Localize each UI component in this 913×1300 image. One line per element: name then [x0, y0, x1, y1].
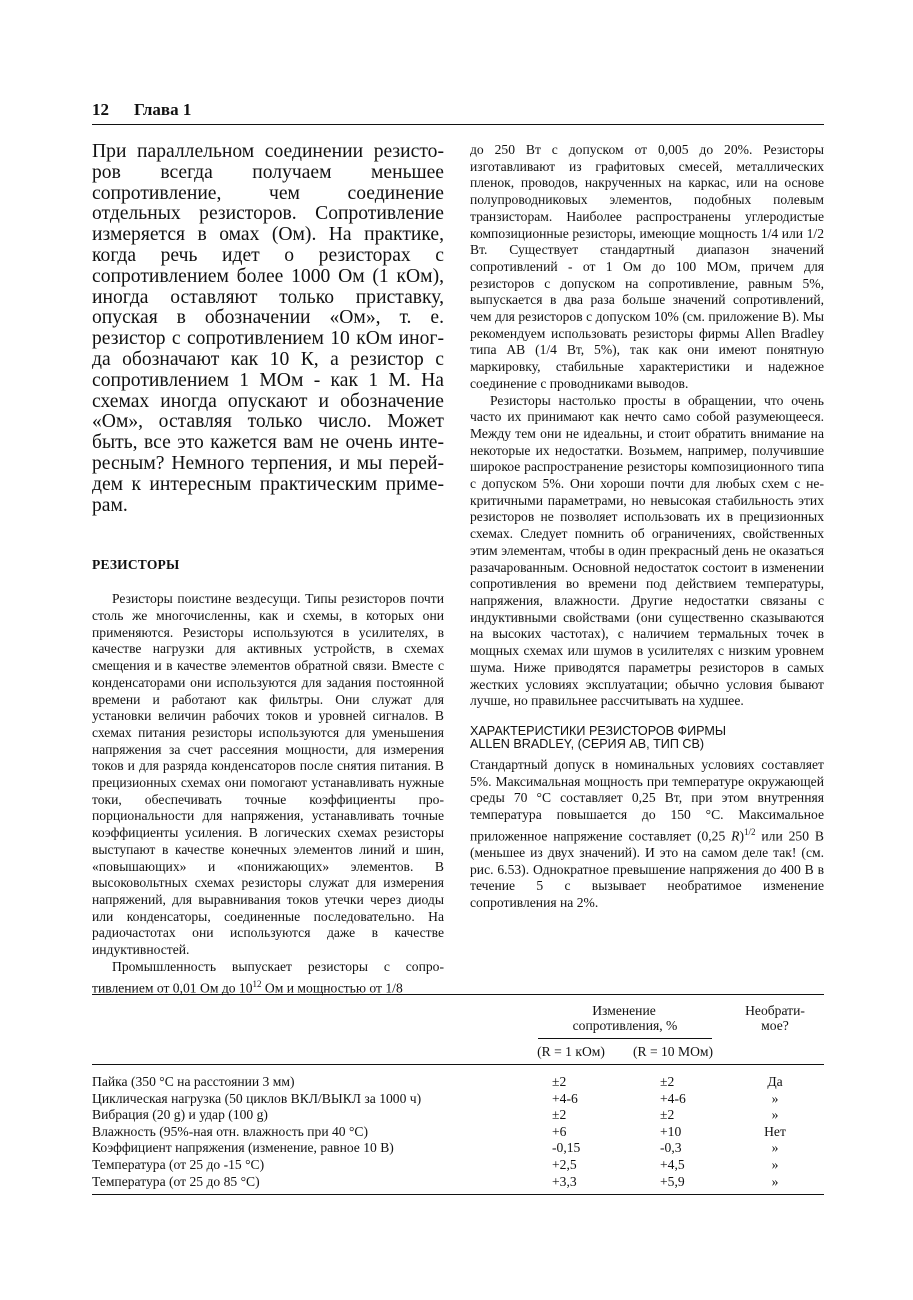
right-column [470, 142, 824, 912]
page-header [92, 100, 824, 125]
r2-cell: +10 [660, 1123, 682, 1139]
condition-cell: Коэффициент напряжения (изменение, равное 10 В) [92, 1140, 394, 1156]
irreversible-cell: Нет [764, 1123, 786, 1139]
irreversible-cell: Да [767, 1074, 783, 1089]
irreversible-cell: » [771, 1090, 779, 1106]
r2-cell: +4,5 [660, 1156, 685, 1172]
chapter-title: Глава 1 [134, 100, 192, 119]
paragraph-2-start: Промышленность выпускает резисторы с сопротивлением от 0,01 Ом до 10 [92, 958, 444, 996]
change-header-line-1: Изменение [592, 1003, 656, 1018]
table-row [92, 1140, 824, 1157]
r2-column-header: (R = 10 МОм) [632, 1044, 714, 1059]
r1-cell: +6 [552, 1123, 567, 1139]
table-row [92, 1065, 824, 1091]
r1-cell: -0,15 [552, 1140, 581, 1156]
symbol-r: R [731, 828, 740, 844]
page-number: 12 [92, 100, 109, 119]
right-paragraph-1: до 250 Вт с допуском от 0,005 до 20%. Резисторы изготавливают из графитовых смесей, металлических пленок, проводов, накрученных на каркас, или на основе полупроводниковых элементов, подобных полевым транзисторам. Наиболее распространены углеродистые композиционные резисторы, имеющие мощность 1/4 или 1/2 Вт. Существует стандартный диапазон значений сопротивлений - от 1 Ом до 100 МОм, причем для резисторов с допуском на сопротивление, равным 5%, выпускается в два раза больше значений сопротивлений, чем для резисторов с допуском 10% (см. приложение В). Мы рекомендуем использовать резисторы фирмы Allen Bradley типа АВ (1/4 Вт, 5%), так как они имеют понятную маркировку, стабильные характеристики и надежное соединение с проводниками выводов. [470, 142, 824, 391]
r2-cell: -0,3 [660, 1140, 682, 1156]
table-subheader-row [92, 1039, 824, 1065]
irrev-header-line-2: мое? [761, 1018, 789, 1033]
r1-column-header: (R = 1 кОм) [537, 1044, 605, 1059]
table-header-row [92, 995, 824, 1039]
r2-cell: +5,9 [660, 1173, 685, 1189]
irrev-header-line-1: Необрати- [745, 1003, 805, 1018]
right-paragraph-2: Резисторы настолько просты в обращении, что очень часто их принимают как нечто само собой разумеющееся. Между тем они не идеальны, и стоит обратить внимание на некоторые их недостатки. Возьмем, например, получившие широкое распространение резисторы композиционного типа с допуском 5%. Они хороши почти для любых схем с некритичными параметрами, но невысокая стабильность этих резисторов не позволяет использовать их в прецизионных схемах. Следует помнить об ограничениях, свойственных этим элементам, чтобы в один прекрасный день не оказаться разачарованным. Основной недостаток состоит в изменении сопротивления во времени под действием температуры, напряжения, влажности. Другие недостатки связаны с индуктивными свойствами (они существенно сказываются на высоких частотах), с наличием термальных точек в мощных схемах или шумов в усилителях с низким уровнем шума. Ниже приводятся параметры резисторов в самых жестких условиях эксплуатации; обычно условия бывают лучше, но правильнее рассчитывать на худшее. [470, 392, 824, 709]
resistor-characteristics-table [92, 994, 824, 1195]
r2-cell: ±2 [660, 1107, 675, 1123]
left-column [92, 142, 444, 997]
paragraph-2-end: Ом и мощностью от 1/8 [261, 980, 403, 996]
paragraph-3-part-c: или 250 В (меньшее из двух значений). И это на самом деле так! (см. рис. 6.53). Однократное превышение напряжения до 400 В в течение 5 с вызывает необратимое изменение сопротивления на 2%. [470, 828, 824, 911]
paragraph-3-part-b: ) [739, 828, 744, 844]
exponent-12: 12 [252, 978, 262, 989]
resistor-characteristics-table-wrap [92, 994, 824, 1195]
condition-cell: Температура (от 25 до -15 °С) [92, 1156, 265, 1172]
table-row [92, 1107, 824, 1124]
resistors-paragraph-1: Резисторы поистине вездесущи. Типы резисторов почти столь же многочисленны, как и схемы, в которых они применяются. Резисторы используются в усилителях, в качестве нагрузки для активных устройств, в схемах смещения и в качестве элементов обратной связи. Вместе с конденсаторами они используются для задания постоянной времени и работают как фильтры. Они служат для установки величин рабочих токов и уровней сигналов. В схемах питания резисторы используются для уменьшения напряжения за счет рассеяния мощности, для измерения токов и для разряда конденсаторов после снятия питания. В прецизионных схемах они помогают устанавливать нужные токи, обеспечивать точные коэффициенты пропорциональности для напряжения, устанавливать точные коэффициенты усиления. В логических схемах резисторы выступают в качестве конечных элементов линий и шин, «повышающих» и «понижающих» элементов. В высоковольтных схемах резисторы служат для измерения напряжений, для выравнивания токов утечки через диоды или конденсаторы, соединенные последовательно. На радиочастотах они используются даже в качестве индуктивностей. [92, 591, 444, 958]
condition-cell: Пайка (350 °С на расстоянии 3 мм) [92, 1074, 295, 1089]
change-header-line-2: сопротивления, % [538, 1018, 712, 1039]
section-heading-resistors: РЕЗИСТОРЫ [92, 557, 180, 573]
condition-cell: Температура (от 25 до 85 °С) [92, 1173, 260, 1189]
irreversible-cell: » [771, 1173, 779, 1189]
r1-cell: +3,3 [552, 1173, 577, 1189]
r1-cell: +2,5 [552, 1156, 577, 1172]
ab-characteristics-heading [470, 725, 824, 751]
table-row [92, 1174, 824, 1191]
irreversible-cell: » [771, 1107, 779, 1123]
r1-cell: +4-6 [552, 1090, 578, 1106]
table-row [92, 1091, 824, 1108]
change-column-header [522, 995, 726, 1039]
intro-paragraph: При параллельном соединении резисторов всегда получаем меньшее сопротивление, чем соединение отдельных резисторов. Сопротивление измеряется в омах (Ом). На практике, когда речь идет о резисторах с сопротивлением более 1000 Ом (1 кОм), иногда оставляют только приставку, опуская в обозначении «Ом», т. е. резистор с сопротивлением 10 кОм иногда обозначают как 10 К, а резистор с сопротивлением 1 МОм - как 1 М. На схемах иногда опускают и обозначение «Ом», оставляя только число. Может быть, все это кажется вам не очень интересным? Немного терпения, и мы перейдем к интересным практическим примерам. [92, 141, 444, 516]
paragraph-3-part-a: Стандартный допуск в номинальных условиях составляет 5%. Максимальная мощность при температуре окружающей среды 70 °С составляет 0,25 Вт, при этом внутренняя температура повышается до 150 °С. Максимальное приложенное напряжение составляет (0,25 [470, 756, 824, 844]
subheading-line-2: ALLEN BRADLEY, (СЕРИЯ АВ, ТИП СВ) [470, 736, 705, 751]
r2-cell: +4-6 [660, 1090, 686, 1106]
exponent-half: 1/2 [744, 826, 756, 837]
r1-cell: ±2 [552, 1074, 567, 1089]
r2-cell: ±2 [660, 1074, 675, 1089]
resistors-paragraph-2 [92, 959, 444, 997]
condition-cell: Циклическая нагрузка (50 циклов ВКЛ/ВЫКЛ за 1000 ч) [92, 1090, 422, 1106]
right-paragraph-3 [470, 757, 824, 912]
subheading-line-1: ХАРАКТЕРИСТИКИ РЕЗИСТОРОВ ФИРМЫ [470, 723, 727, 738]
table-row [92, 1157, 824, 1174]
r1-cell: ±2 [552, 1107, 567, 1123]
table-row [92, 1124, 824, 1141]
condition-cell: Вибрация (20 g) и удар (100 g) [92, 1107, 268, 1123]
irreversible-cell: » [771, 1140, 779, 1156]
irreversible-column-header [726, 995, 824, 1065]
condition-cell: Влажность (95%-ная отн. влажность при 40 °С) [92, 1123, 369, 1139]
irreversible-cell: » [771, 1156, 779, 1172]
